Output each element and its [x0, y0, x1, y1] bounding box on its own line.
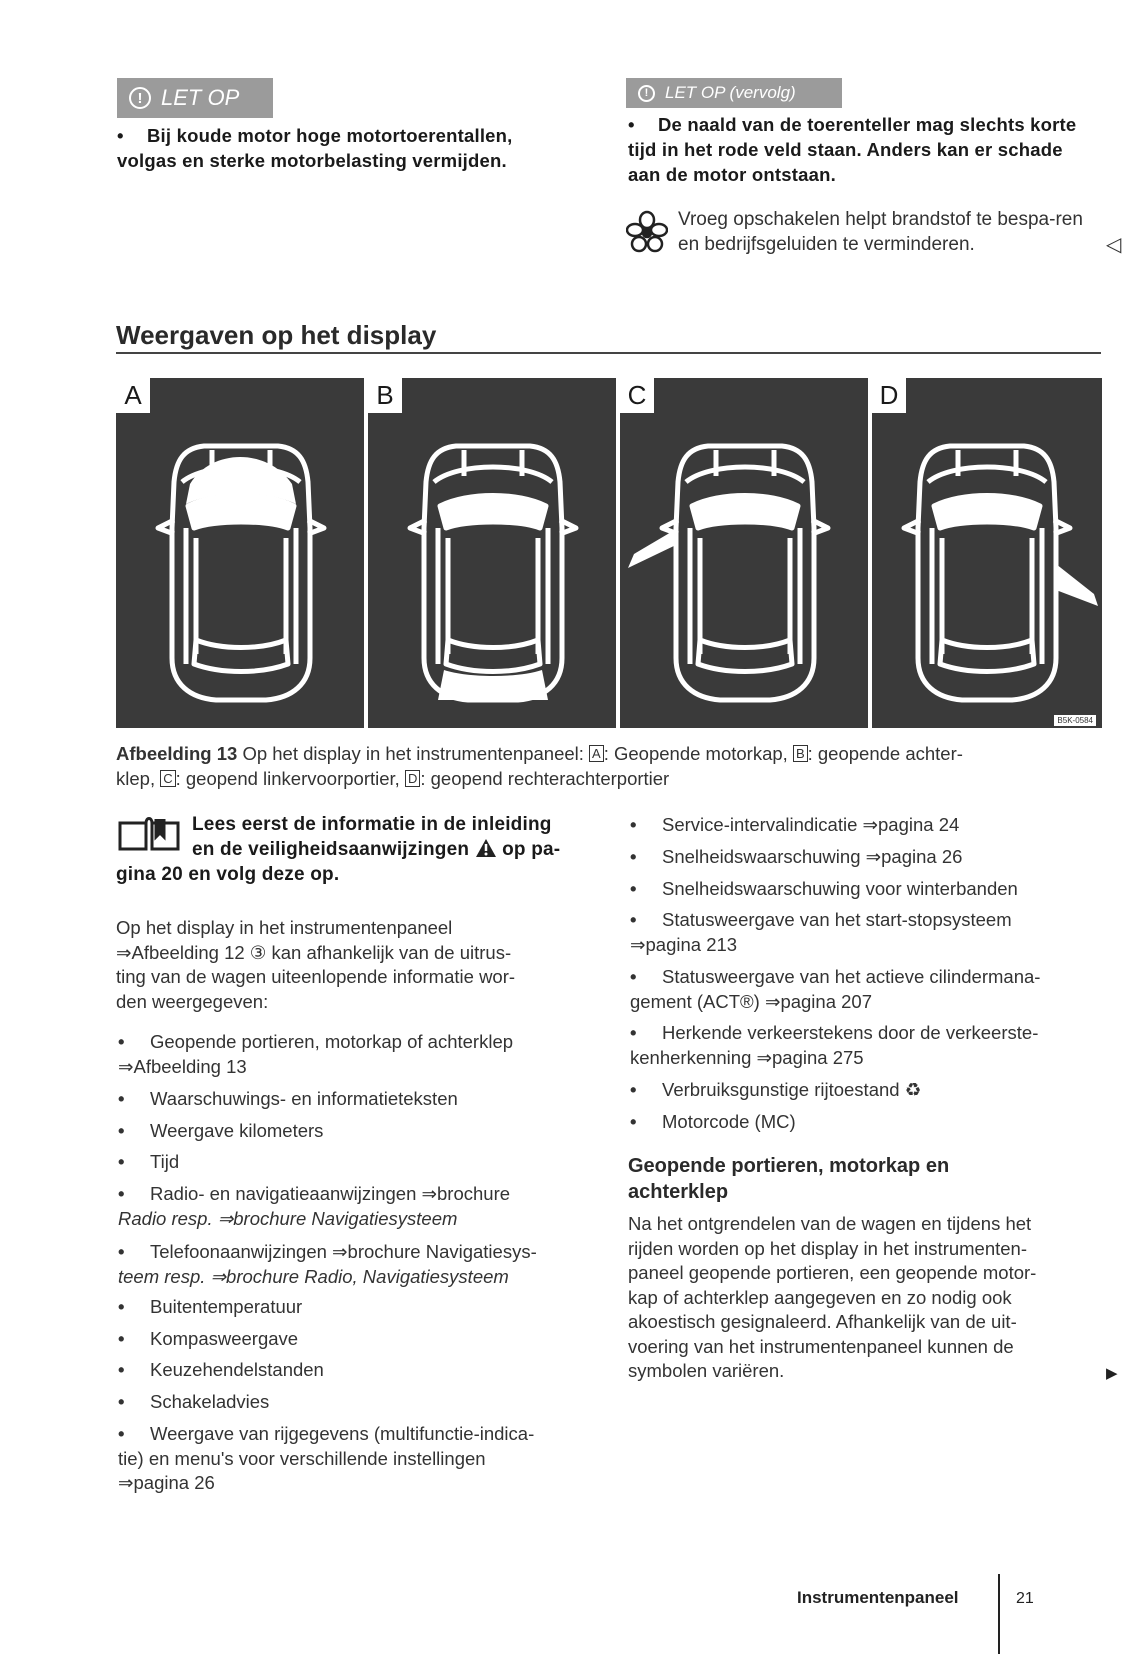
figure-separator: [868, 378, 872, 728]
caption-label: Afbeelding 13: [116, 743, 238, 764]
figure-panel-d: [872, 378, 1102, 728]
list-item: • Waarschuwings- en informatieteksten: [118, 1087, 598, 1112]
figure-panel-c: [620, 378, 868, 728]
panel-label: D: [872, 378, 906, 413]
warning-bullet-left: • Bij koude motor hoge motortoerentallen, volgas en sterke motorbelasting vermijden.: [117, 125, 513, 171]
continue-marker: ▶: [1106, 1365, 1118, 1382]
figure-panel-b: [368, 378, 616, 728]
list-item: • Weergave kilometers: [118, 1119, 598, 1144]
list-item: • Herkende verkeerstekens door de verkeerste- kenherkenning ⇒pagina 275: [630, 1021, 1100, 1070]
list-item: • Geopende portieren, motorkap of achterklep ⇒Afbeelding 13: [118, 1030, 598, 1079]
panel-label: A: [116, 378, 150, 413]
list-item: • Keuzehendelstanden: [118, 1358, 598, 1383]
figure-caption: Afbeelding 13 Op het display in het instrumentenpaneel: A : Geopende motorkap, B : geopende achter- klep, C : geopend linkervoorportier, D : geopend rechterachterportier: [116, 743, 963, 789]
figure-separator: [616, 378, 620, 728]
warning-header-label: LET OP (vervolg): [665, 83, 796, 102]
figure-code: B5K-0584: [1054, 715, 1096, 726]
figure-separator: [364, 378, 368, 728]
list-item: • Snelheidswaarschuwing ⇒pagina 26: [630, 845, 1100, 870]
section-rule: [116, 352, 1101, 354]
list-item: • Weergave van rijgegevens (multifunctie-indica- tie) en menu's voor verschillende instellingen ⇒pagina 26: [118, 1422, 598, 1496]
warning-icon: !: [129, 87, 151, 109]
list-item: • Schakeladvies: [118, 1390, 598, 1415]
section-end-marker: ◁: [1106, 234, 1122, 256]
footer-divider: [998, 1574, 1000, 1654]
page-number: 21: [1016, 1590, 1034, 1607]
list-item: • Tijd: [118, 1150, 598, 1175]
footer-chapter: Instrumentenpaneel: [797, 1588, 959, 1607]
panel-label: B: [368, 378, 402, 413]
list-item: • Statusweergave van het actieve cilindermana- gement (ACT®) ⇒pagina 207: [630, 965, 1100, 1014]
warning-header-label: LET OP: [161, 85, 240, 110]
warning-header-right: [626, 78, 842, 108]
list-item: • Service-intervalindicatie ⇒pagina 24: [630, 813, 1100, 838]
list-item: • Snelheidswaarschuwing voor winterbanden: [630, 877, 1100, 902]
intro-paragraph: Op het display in het instrumentenpaneel ⇒Afbeelding 12 ③ kan afhankelijk van de uitrus- ting van de wagen uiteenlopende informatie wor- den weergegeven:: [116, 917, 516, 1012]
warning-icon: !: [638, 85, 655, 102]
eco-flower-icon: [626, 210, 668, 256]
list-item: • Telefoonaanwijzingen ⇒brochure Navigatiesys- teem resp. ⇒brochure Radio, Navigatiesysteem: [118, 1240, 598, 1289]
list-item: • Kompasweergave: [118, 1327, 598, 1352]
figure-panel-a: [116, 378, 364, 728]
list-item: • Radio- en navigatieaanwijzingen ⇒brochure Radio resp. ⇒brochure Navigatiesysteem: [118, 1182, 598, 1231]
intro-note: Lees eerst de informatie in de inleiding en de veiligheidsaanwijzingen op pa- gina 20 en volg deze op.: [116, 814, 561, 885]
subsection-title: Geopende portieren, motorkap en achterklep: [628, 1155, 950, 1203]
section-title: Weergaven op het display: [116, 320, 437, 350]
subsection-paragraph: Na het ontgrendelen van de wagen en tijdens het rijden worden op het display in het instrumenten- paneel geopende portieren, een geopende motor- kap of achterklep aangegeven en zo nodig ook akoestisch gesignaleerd. Afhankelijk van de uit- voering van het instrumentenpaneel kunnen de symbolen variëren.: [628, 1213, 1037, 1381]
eco-tip-text: Vroeg opschakelen helpt brandstof te bespa-ren en bedrijfsgeluiden te verminderen.: [678, 209, 1083, 255]
panel-label: C: [620, 378, 654, 413]
list-item: • Motorcode (MC): [630, 1110, 1100, 1135]
list-item: • Buitentemperatuur: [118, 1295, 598, 1320]
warning-header-left: [117, 78, 273, 118]
list-item: • Verbruiksgunstige rijtoestand ♻: [630, 1078, 1100, 1103]
warning-triangle-icon: [475, 838, 497, 858]
list-item: • Statusweergave van het start-stopsysteem ⇒pagina 213: [630, 908, 1100, 957]
warning-bullet-right: • De naald van de toerenteller mag slechts korte tijd in het rode veld staan. Anders kan er schade aan de motor ontstaan.: [628, 114, 1077, 185]
